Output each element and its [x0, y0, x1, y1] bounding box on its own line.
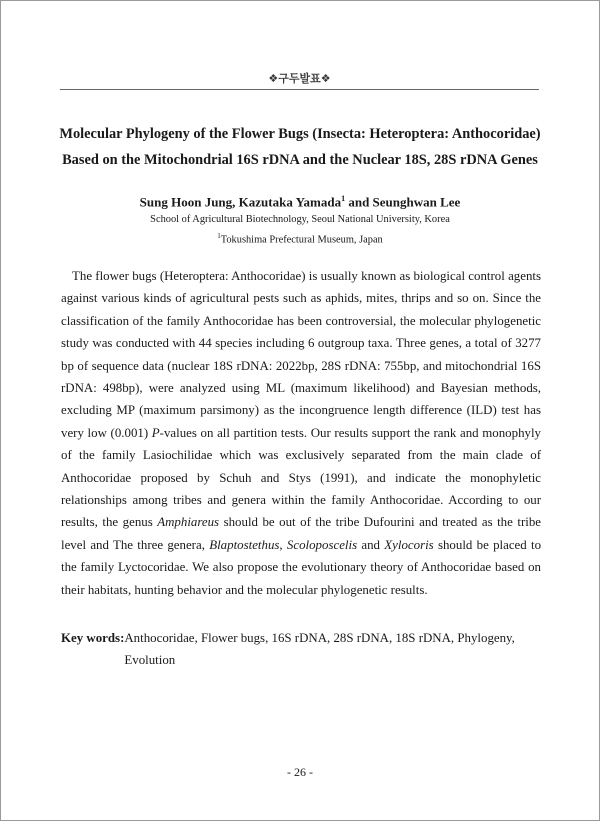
keywords [61, 627, 541, 672]
abstract [61, 265, 541, 601]
affiliation-2 [40, 228, 560, 248]
genus-amphiareus: Amphiareus [157, 515, 220, 530]
section-header: ❖구두발표❖ [268, 72, 331, 85]
affiliation-2-text: Tokushima Prefectural Museum, Japan [220, 234, 383, 246]
affiliations [40, 211, 560, 248]
abstract-text-2: -values on all partition tests. Our results support the rank and monophyly of the family Lasiochilidae which was exclusively separated from the main clade of Anthocoridae proposed by Schuh and Stys (1991), and indicate the monophyletic relationships among tribes and genera within the family Anthocoridae. According to our results, the genus [61, 425, 541, 530]
abstract-text-3: should be out of the tribe Dufourini and treated as the tribe level and The three genera, [61, 515, 541, 552]
author-names-1: Sung Hoon Jung, Kazutaka Yamada [139, 194, 342, 210]
abstract-text-4: , [279, 537, 287, 552]
abstract-text-1: The flower bugs (Heteroptera: Anthocoridae) is usually known as biological control agents against various kinds of agricultural pests such as aphids, mites, thrips and so on. Since the classification of the family Anthocoridae has been controversial, the molecular phylogenetic study was conducted with 44 species including 6 outgroup taxa. Three genes, a total of 3277 bp of sequence data (nuclear 18S rDNA: 2022bp, 28S rDNA: 755bp, and mitochondrial 16S rDNA: 498bp), were analyzed using ML (maximum likelihood) and Bayesian methods, excluding MP (maximum parsimony) as the incongruence length difference (ILD) test has very low (0.001) [61, 269, 541, 440]
title-line-1: Molecular Phylogeny of the Flower Bugs (Insecta: Heteroptera: Anthocoridae) [59, 126, 541, 142]
genus-blaptostethus: Blaptostethus [209, 537, 280, 552]
keywords-label-text: Key words [61, 631, 121, 645]
paper-title [40, 121, 560, 173]
abstract-paragraph [61, 265, 541, 601]
abstract-text-6: should be placed to the family Lyctocoridae. We also propose the evolutionary theory of Anthocoridae based on their habitats, hunting behavior and the molecular phylogenetic results. [61, 537, 542, 597]
genus-xylocoris: Xylocoris [384, 537, 434, 552]
keywords-text: Anthocoridae, Flower bugs, 16S rDNA, 28S rDNA, 18S rDNA, Phylogeny, Evolution [124, 631, 515, 668]
author-list [40, 190, 560, 211]
header-rule [60, 89, 539, 90]
author-names-2: and Seunghwan Lee [345, 194, 461, 210]
abstract-text-5: and [357, 537, 385, 552]
title-line-2: Based on the Mitochondrial 16S rDNA and the Nuclear 18S, 28S rDNA Genes [62, 152, 538, 168]
abstract-p-italic: P [151, 425, 160, 440]
keywords-label [61, 627, 124, 672]
page-number: - 26 - [287, 765, 313, 779]
author-affil-mark: 1 [341, 194, 346, 203]
keywords-separator: : [120, 631, 125, 645]
affiliation-2-mark: 1 [217, 232, 221, 240]
genus-scoloposcelis: Scoloposcelis [286, 537, 358, 552]
affiliation-1: School of Agricultural Biotechnology, Seoul National University, Korea [150, 214, 450, 225]
